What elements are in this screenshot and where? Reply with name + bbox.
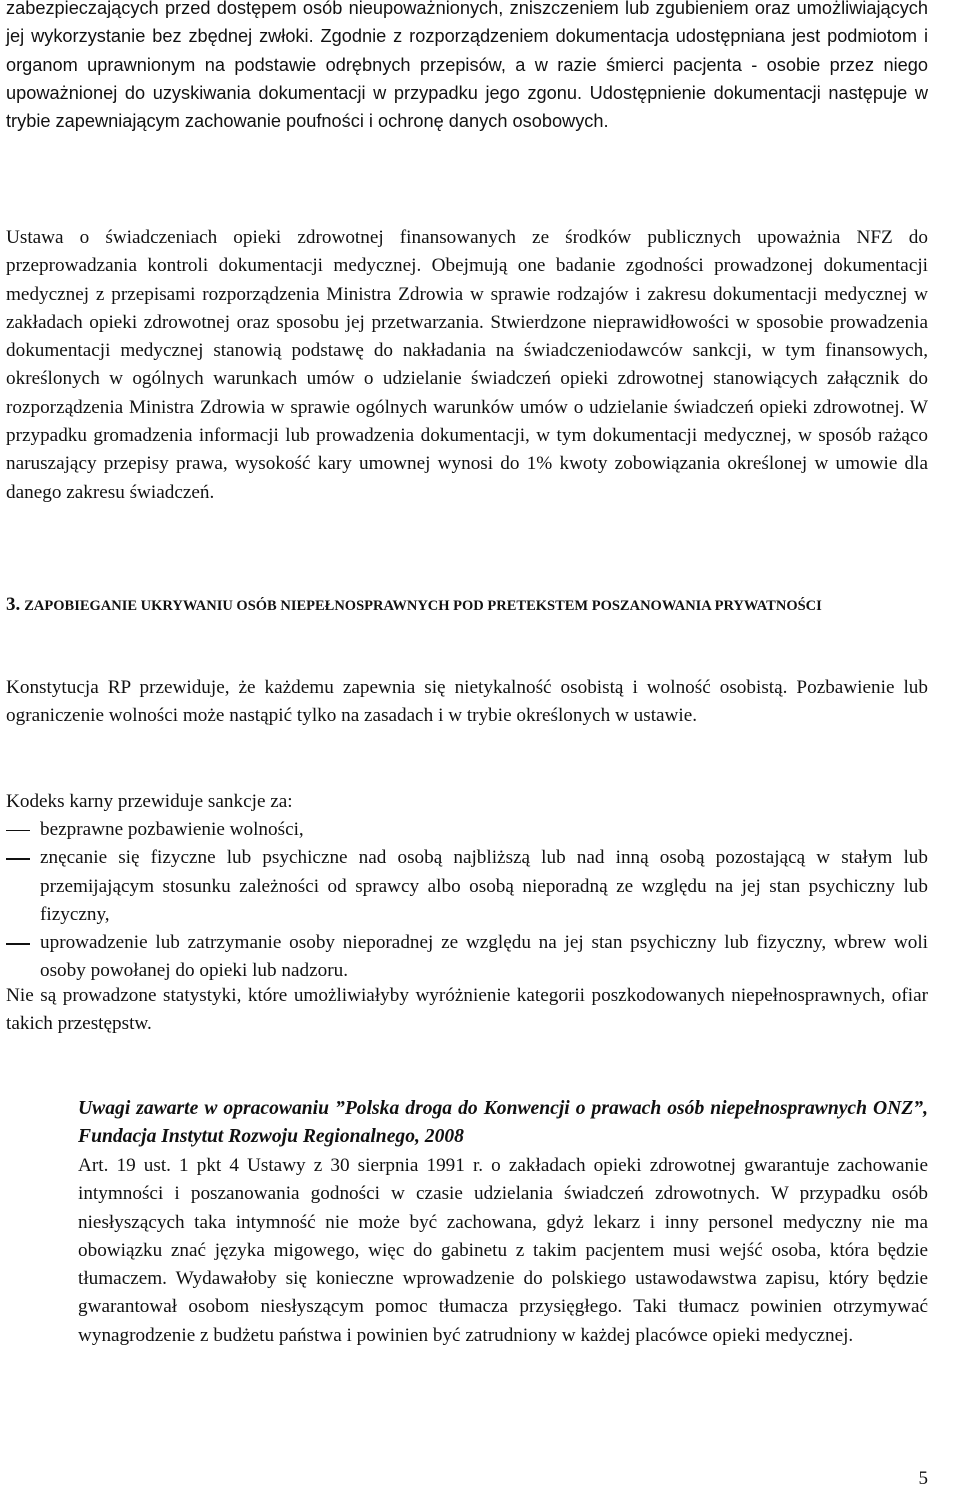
paragraph-nfz-control: Ustawa o świadczeniach opieki zdrowotnej finansowanych ze środków publicznych upoważnia NFZ do przeprowadzania kontroli dokumentacji medycznej. Obejmują one badanie zgodności prowadzonej dokumentacji medycznej z przepisami rozporządzenia Ministra Zdrowia w sprawie rodzajów i zakresu dokumentacji medycznej w zakładach opieki zdrowotnej oraz sposobu jej przetwarzania. Stwierdzone nieprawidłowości w sposobie prowadzenia dokumentacji medycznej stanowią podstawę do nakładania na świadczeniodawców sankcji, w tym finansowych, określonych w ogólnych warunkach umów o udzielanie świadczeń opieki zdrowotnej stanowiących załącznik do rozporządzenia Ministra Zdrowia w sprawie ogólnych warunków umów o udzielanie świadczeń opieki zdrowotnej. W przypadku gromadzenia informacji lub prowadzenia dokumentacji, w tym dokumentacji medycznej, w sposób rażąco naruszający przepisy prawa, wysokość kary umownej wynosi do 1% kwoty zobowiązania określonej w umowie dla danego zakresu świadczeń. — [6, 227, 928, 503]
list-item — [6, 816, 928, 844]
dash-bullet — [6, 858, 30, 859]
dash-bullet — [6, 943, 30, 944]
list-item-text: uprowadzenie lub zatrzymanie osoby nieporadnej ze względu na jej stan psychiczny lub fizyczny, wbrew woli osoby powołanej do opieki lub nadzoru. — [40, 932, 928, 982]
list-item-text: znęcanie się fizyczne lub psychiczne nad osobą najbliższą lub nad inną osobą pozostającą w stałym lub przemijającym stosunku zależności od sprawcy albo osobą nieporadną ze względu na jej stan psychiczny lub fizyczny, — [40, 847, 928, 925]
dash-bullet — [6, 830, 30, 831]
list-item-text: bezprawne pozbawienie wolności, — [40, 819, 304, 840]
section-heading — [6, 590, 956, 621]
list-item — [6, 929, 928, 986]
section-number: 3. — [6, 594, 21, 615]
sanctions-list — [6, 816, 928, 986]
paragraph-statistics: Nie są prowadzone statystyki, które umożliwiałyby wyróżnienie kategorii poszkodowanych niepełnosprawnych, ofiar takich przestępstw. — [6, 985, 928, 1035]
paragraph-records-protection: zabezpieczających przed dostępem osób nieupoważnionych, zniszczeniem lub zgubieniem oraz umożliwiających jej wykorzystanie bez zbędnej zwłoki. Zgodnie z rozporządzeniem dokumentacja udostępniana jest podmiotom i organom uprawnionym na podstawie odrębnych przepisów, a w razie śmierci pacjenta - osobie przez niego upoważnionej do uzyskiwania dokumentacji w przypadku jego zgonu. Udostępnienie dokumentacji następuje w trybie zapewniającym zachowanie poufności i ochronę danych osobowych. — [6, 0, 928, 132]
note-body: Art. 19 ust. 1 pkt 4 Ustawy z 30 sierpnia 1991 r. o zakładach opieki zdrowotnej gwarantuje zachowanie intymności i poszanowania godności w czasie udzielania świadczeń zdrowotnych. W przypadku osób niesłyszących taka intymność nie może być zachowana, gdyż lekarz i inny personel medyczny nie ma obowiązku znać języka migowego, więc do gabinetu z takim pacjentem musi wejść osoba, która będzie tłumaczem. Wydawałoby się konieczne wprowadzenie do polskiego ustawodawstwa zapisu, który będzie gwarantował osobom niesłyszącym pomoc tłumacza przysięgłego. Taki tłumacz powinien otrzymywać wynagrodzenie z budżetu państwa i powinien być zatrudniony w każdej placówce opieki medycznej. — [78, 1155, 928, 1346]
page-number: 5 — [918, 1468, 928, 1489]
paragraph-constitution: Konstytucja RP przewiduje, że każdemu zapewnia się nietykalność osobistą i wolność osobistą. Pozbawienie lub ograniczenie wolności może nastąpić tylko na zasadach i w trybie określonych w ustawie. — [6, 677, 928, 727]
list-intro: Kodeks karny przewiduje sankcje za: — [6, 791, 293, 812]
section-title: ZAPOBIEGANIE UKRYWANIU OSÓB NIEPEŁNOSPRAWNYCH POD PRETEKSTEM POSZANOWANIA PRYWATNOŚCI — [24, 598, 822, 614]
note-title: Uwagi zawarte w opracowaniu ”Polska droga do Konwencji o prawach osób niepełnosprawnych ONZ”, Fundacja Instytut Rozwoju Regionalnego, 2008 — [78, 1098, 928, 1148]
list-item — [6, 844, 928, 929]
